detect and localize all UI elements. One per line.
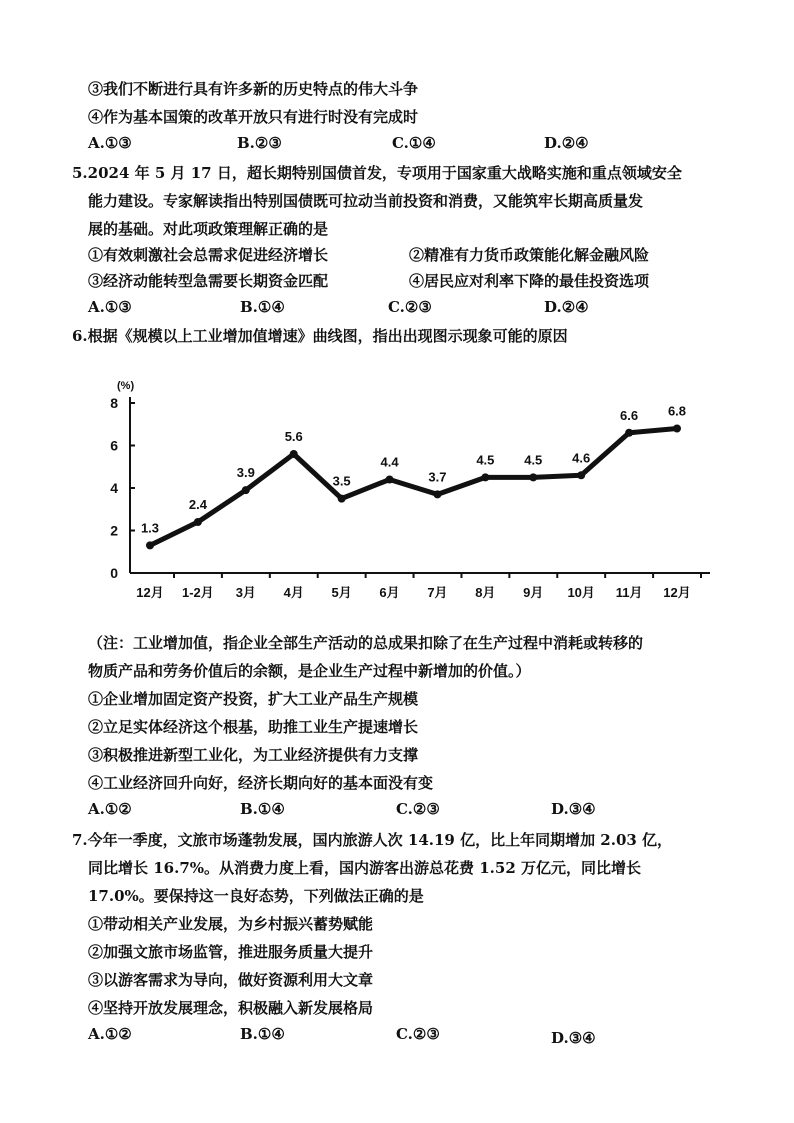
x-tick-label: 12月 (136, 585, 164, 600)
x-tick-label: 8月 (475, 585, 496, 600)
industrial-growth-line-chart (95, 375, 735, 610)
data-point (386, 476, 394, 484)
q5-item-4: ④居民应对利率下降的最佳投资选项 (409, 272, 650, 290)
data-label: 3.7 (428, 469, 447, 485)
x-tick-label: 10月 (567, 585, 595, 600)
q7-item-3: ③以游客需求为导向，做好资源利用大文章 (88, 971, 374, 989)
q6-item-3: ③积极推进新型工业化，为工业经济提供有力支撑 (88, 746, 419, 764)
q4-item-3: ③我们不断进行具有许多新的历史特点的伟大斗争 (88, 80, 419, 98)
y-tick-label: 8 (110, 395, 118, 411)
data-point (433, 490, 441, 498)
x-tick-label: 5月 (331, 585, 352, 600)
y-tick-label: 6 (110, 437, 118, 454)
x-tick-label: 7月 (427, 585, 448, 600)
q6-option-d: D.③④ (551, 800, 596, 818)
q5-item-1: ①有效刺激社会总需求促进经济增长 (88, 246, 329, 264)
x-tick-label: 4月 (283, 585, 304, 600)
q6-note-line-2: 物质产品和劳务价值后的余额，是企业生产过程中新增加的价值。） (88, 662, 531, 680)
q4-item-4: ④作为基本国策的改革开放只有进行时没有完成时 (88, 108, 419, 126)
data-label: 4.5 (476, 452, 495, 468)
y-axis-label: (%) (117, 380, 135, 392)
data-point (338, 495, 346, 503)
data-point (625, 429, 633, 437)
q5-item-3: ③经济动能转型急需要长期资金匹配 (88, 272, 329, 290)
q7-item-4: ④坚持开放发展理念，积极融入新发展格局 (88, 999, 374, 1017)
x-tick-label: 1-2月 (182, 585, 214, 600)
x-tick-label: 12月 (663, 585, 691, 600)
data-labels (141, 404, 686, 536)
data-label: 5.6 (284, 429, 303, 444)
chart-axes (130, 397, 710, 573)
q5-stem-line-1: 5.2024 年 5 月 17 日，超长期特别国债首发，专项用于国家重大战略实施和重点领域安全 (72, 164, 682, 182)
data-label: 4.6 (572, 450, 591, 466)
y-tick-label: 0 (110, 565, 118, 581)
data-label: 6.8 (667, 403, 687, 419)
series-line (150, 429, 677, 546)
q5-stem-line-2: 能力建设。专家解读指出特别国债既可拉动当前投资和消费，又能筑牢长期高质量发 (88, 192, 644, 210)
q6-stem: 6.根据《规模以上工业增加值增速》曲线图，指出出现图示现象可能的原因 (72, 327, 568, 345)
data-label: 4.5 (524, 452, 543, 468)
q6-option-b: B.①④ (240, 800, 285, 818)
q7-item-1: ①带动相关产业发展，为乡村振兴蓄势赋能 (88, 915, 374, 933)
data-point (290, 450, 298, 458)
q5-option-c: C.②③ (388, 298, 432, 316)
data-point (529, 473, 537, 481)
q6-option-a: A.①② (88, 800, 132, 818)
data-point (146, 541, 154, 549)
q4-option-d: D.②④ (544, 134, 589, 152)
q5-option-d: D.②④ (544, 298, 589, 316)
q5-option-a: A.①③ (88, 298, 132, 316)
y-tick-label: 2 (110, 522, 118, 539)
q7-stem-line-1: 7.今年一季度，文旅市场蓬勃发展，国内旅游人次 14.19 亿，比上年同期增加 2.03 亿， (72, 831, 673, 849)
q5-item-2: ②精准有力货币政策能化解金融风险 (409, 246, 650, 264)
q7-option-c: C.②③ (396, 1025, 440, 1043)
x-tick-label: 11月 (615, 585, 643, 600)
q6-option-c: C.②③ (396, 800, 440, 818)
data-label: 6.6 (620, 407, 639, 423)
x-tick-label: 9月 (523, 585, 544, 600)
x-tick-label: 3月 (235, 585, 256, 600)
q7-stem-line-2: 同比增长 16.7%。从消费力度上看，国内游客出游总花费 1.52 万亿元，同比增长 (88, 859, 641, 877)
data-label: 3.5 (332, 473, 351, 489)
q4-option-a: A.①③ (88, 134, 132, 152)
x-axis-ticks (136, 573, 701, 600)
x-tick-label: 6月 (379, 585, 400, 600)
data-label: 3.9 (236, 465, 255, 481)
data-point (577, 471, 585, 479)
q7-item-2: ②加强文旅市场监管，推进服务质量大提升 (88, 943, 374, 961)
q5-option-b: B.①④ (240, 298, 285, 316)
data-point (194, 518, 202, 526)
data-point (673, 425, 681, 433)
q7-option-d: D.③④ (551, 1029, 596, 1047)
data-point (242, 486, 250, 494)
data-label: 4.4 (380, 454, 399, 470)
q4-option-b: B.②③ (237, 134, 282, 152)
data-label: 2.4 (188, 497, 207, 512)
q7-option-a: A.①② (88, 1025, 132, 1043)
q6-note-line-1: （注：工业增加值，指企业全部生产活动的总成果扣除了在生产过程中消耗或转移的 (88, 634, 644, 652)
y-tick-label: 4 (110, 480, 118, 496)
data-label: 1.3 (140, 520, 160, 536)
q7-option-b: B.①④ (240, 1025, 285, 1043)
q5-stem-line-3: 展的基础。对此项政策理解正确的是 (88, 220, 329, 238)
q7-stem-line-3: 17.0%。要保持这一良好态势，下列做法正确的是 (88, 887, 424, 905)
q4-option-c: C.①④ (392, 134, 436, 152)
y-axis-ticks (110, 395, 135, 581)
q6-item-2: ②立足实体经济这个根基，助推工业生产提速增长 (88, 718, 419, 736)
q6-item-4: ④工业经济回升向好，经济长期向好的基本面没有变 (88, 774, 434, 792)
data-point (481, 473, 489, 481)
q6-item-1: ①企业增加固定资产投资，扩大工业产品生产规模 (88, 690, 419, 708)
